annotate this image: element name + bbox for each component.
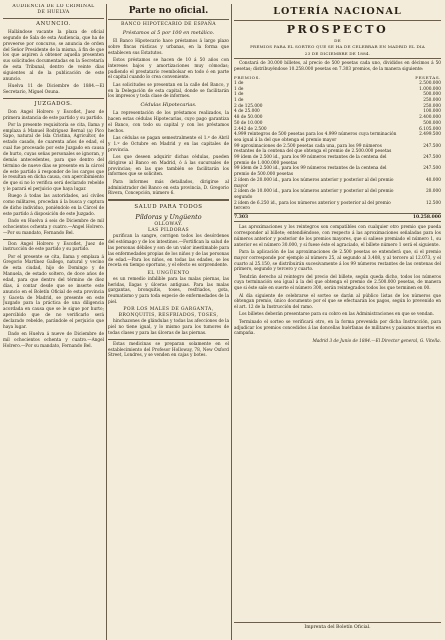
- bank-title: BANCO HIPOTECARIO DE ESPAÑA: [120, 22, 216, 27]
- court-paragraph: Dado en Huelva á nueve de Diciembre de mil ochocientos ochenta y cuatro.—Angel Holrero.—Por su mandato, Fernando Bel.: [3, 332, 104, 349]
- lottery-intro: Constará de 30.000 billetes, al precio de 500 pesetas cada uno, divididos en décimos á 50 pesetas; distribuyéndose 10.258.000 pesetas en 7.303 premios, de la manera siguiente:: [234, 61, 441, 73]
- prize-amount: 500.000: [423, 92, 441, 98]
- prize-description: 1 de: [234, 86, 244, 92]
- bank-paragraph: La representación de los préstamos realizados, la hacen estas cédulas Hipotecarias, cuyo pago garantiza el Banco, con todo su capital y con los préstamos hechos.: [108, 111, 229, 134]
- lottery-title: LOTERÍA NACIONAL: [273, 6, 402, 17]
- prize-amount: 100.000: [423, 109, 441, 115]
- prize-amount: 247.500: [423, 155, 441, 161]
- prize-amount: 40.000: [425, 177, 441, 183]
- column-unofficial: [108, 4, 229, 361]
- bank-loans-line: Préstamos al 5 por 100 en metálico.: [122, 30, 215, 36]
- ad-brand: OLLOWAY.: [154, 222, 183, 228]
- notice-signature: Huelva 11 de Diciembre de 1884.—El Secretario, Miguel Osuna.: [3, 83, 104, 95]
- bank-paragraph: Estos préstamos se hacen de 10 á 50 años con intereses bajos y amortizaciones muy cómodas; pudiendo el prestatario reembolsar en todo ó en parte el capital cuando lo crea conveniente.: [108, 57, 229, 81]
- lottery-paragraph: Los billetes deberán presentarse para su cobro en las Administraciones en que se vendan.: [239, 312, 434, 318]
- courts-title: JUZGADOS.: [34, 100, 73, 107]
- column-divider-right: [231, 4, 232, 640]
- notice-paragraph: Hallándose vacante la plaza de oficial segundo de Sala de esta Audiencia, que ha de proveerse por concurso, se anuncia de orden del Señor Presidente de la misma, á fin de que los que aspiren á obtener aquella presenten sus solicitudes documentadas en la Secretaría de esta Tribunal, dentro de veinte días siguientes al de la publicación de este anuncio.: [3, 30, 104, 82]
- prize-table-header: [234, 75, 441, 80]
- ad-paragraph: es un remedio infalible para las malas piernas, las heridas, llagas y úlceras antiguas. Para las malas gargantas, bronquitis, toses, resfriados, gota, reumatismo y para toda especie de enfermedades de la piel.: [108, 276, 229, 306]
- ad-title: SALUD PARA TODOS: [134, 204, 203, 211]
- prize-total-count: 7.303: [234, 215, 249, 221]
- prize-amount: 2.500.000: [419, 80, 441, 86]
- court-header: AUDIENCIA DE LO CRIMINAL: [12, 4, 95, 9]
- prize-description: 50 de 10.000: [234, 120, 263, 126]
- divider: [234, 20, 441, 21]
- court-paragraph: Por el presente se cita, llama y emplaza á Gregorio Martínez Gallego, natural y vecino de esta ciudad, hijo de Domingo y de Manuela, de estado soltero, de doce años de edad, para que dentro del término de diez días, á contar desde que se inserte este anuncio en el Boletín Oficial de esta provincia y Gaceta de Madrid, se presente en este Juzgado para la práctica de una diligencia acordada en causa que se le sigue por hurto; apercibido que de no verificarlo será declarado rebelde, parándole el perjuicio que haya lugar.: [3, 254, 104, 330]
- ad-subhead: EL UNGÜENTO: [147, 270, 190, 276]
- lottery-header-de: DE: [334, 38, 341, 43]
- prize-amount: 12.500: [425, 200, 441, 206]
- prize-amount: 2.499.500: [419, 132, 441, 138]
- lottery-paragraph: Para la aplicación de las aproximaciones de 2.500 pesetas se entenderá que, si el premio mayor corresponde por ejemplo al número 25, al segundo al 3.408, y al tercero al 12.073, y el cuarto al 25.150, se distribuirán sucesivamente á los 99 números restantes de las centenas del primero, segundo y tercero y cuarto.: [234, 249, 441, 273]
- prize-description: 99 ídem de 2.500 id., para los 99 números restantes de la centena del premio de 500.000 pesetas: [234, 166, 387, 178]
- prize-description: 4.999 reintegros de 500 pesetas para los 4.999 números cuya terminación sea igual á la del que obtenga el premio mayor: [234, 132, 397, 143]
- court-header-sub: DE HUELVA: [37, 10, 70, 15]
- unofficial-title: Parte no oficial.: [128, 6, 209, 16]
- prize-header-right: PESETAS.: [415, 74, 441, 80]
- divider: [108, 199, 229, 201]
- divider: [3, 18, 104, 19]
- prize-row: [234, 132, 441, 143]
- bank-paragraph: Las solicitudes se presentan en la calle del Banco, y en la Delegación de esta capital, donde se facilitarán los impresos y toda clase de informes.: [108, 82, 229, 100]
- divider: [108, 19, 229, 20]
- prize-amount: 247.500: [423, 143, 441, 149]
- prize-table-body: [234, 81, 441, 212]
- court-paragraph: Ruego á todas las autoridades, así civiles como militares, procedan á la busca y captura de dicho individuo, poniéndolo en la Cárcel de este partido á disposición de este Juzgado.: [3, 194, 104, 217]
- prize-amount: 6.105.000: [419, 126, 441, 132]
- bank-paragraph: El Banco Hipotecario hace préstamos á largo plazo sobre fincas rústicas y urbanas, en la forma que establecen sus Estatutos.: [108, 39, 229, 56]
- prize-amount: 250.000: [423, 98, 441, 104]
- prize-total-row: [234, 213, 441, 222]
- printer-footer: Imprenta del Boletín Oficial.: [234, 622, 441, 630]
- prize-table: [234, 81, 441, 212]
- prize-amount: 2.400.000: [419, 115, 441, 121]
- court-paragraph: Por la presente requisitoria se cita, llama y emplaza á Manuel Rodríguez Bernal (a) Pico Sapo, natural de Isla Cristina, Agricultor, de estado casado, de cuarenta años de edad, el cual fue procesado por este Juzgado en causa de hurto, cuyas señas personales se ignoran, y demás antecedentes, para que dentro del término de nueve días se presente en la cárcel de este partido á responder de los cargos que le resultan en dicha causa, con apercibimiento de que si no lo verifica será declarado rebelde y le parará el perjuicio que haya lugar.: [3, 122, 104, 193]
- prize-description: 2 de 125.000: [234, 103, 263, 109]
- prize-description: 2.442 de 2.500: [234, 126, 267, 132]
- prize-description: 2 ídem de 10.000 id., para los números anterior y posterior al del premio segundo: [234, 189, 394, 200]
- prize-amount: 250.000: [423, 103, 441, 109]
- prize-row: [234, 189, 441, 200]
- ad-product: Píldoras y Ungüento: [135, 213, 202, 222]
- prize-total-amount: 10.258.000: [412, 215, 441, 221]
- court-paragraph: Don Angel Holrero y Escofiet, Juez de instrucción de este partido y su partido.: [3, 241, 104, 253]
- court-paragraph: Don Angel Holrero y Escofiet, Juez de primera instancia de este partido y su partido.: [3, 109, 104, 121]
- prize-header-left: PREMIOS.: [234, 74, 261, 80]
- prize-row: [234, 144, 441, 155]
- lottery-signature: Madrid 3 de Junio de 1884.—El Director general, G. Vitella.: [312, 338, 441, 344]
- prize-description: 48 de 50.000: [234, 115, 263, 121]
- prize-row: [234, 166, 441, 177]
- divider: [108, 339, 229, 340]
- lottery-paragraph: Tendrán derecho al reintegro del precio del billete, según queda dicho, todos los números cuya terminación sea igual á la del que obtenga el premio de 2.500.000 pesetas, de manera que si éste sale en suerte el número 300, serán reintegrados todos los que terminen en 00.: [234, 274, 441, 292]
- prize-description: 1 de: [234, 98, 244, 104]
- prize-amount: 247.500: [423, 166, 441, 172]
- lottery-subtitle: PROSPECTO: [286, 23, 389, 36]
- bank-cedulas-title: Cédulas Hipotecarias.: [140, 102, 197, 109]
- bank-paragraph: Las cédulas se pagan semestralmente el 1.º de Abril y 1.º de Octubre en Madrid y en las capitales de provincia.: [108, 135, 229, 153]
- prize-amount: 500.000: [423, 120, 441, 126]
- prize-amount: 1.000.000: [419, 86, 441, 92]
- prize-row: [234, 178, 441, 189]
- court-paragraph: Dado en Huelva á seis de Diciembre de mil ochocientos ochenta y cuatro.—Angel Holrero.—Por su mandato, Fernando Bel.: [3, 219, 104, 236]
- prize-description: 1 de: [234, 92, 244, 98]
- bank-paragraph: Los que deseen adquirir dichas cédulas, pueden dirigirse al Banco en Madrid, ó á las sucursales de provincias; en las que también se facilitarán los informes que se soliciten.: [108, 154, 229, 178]
- prize-description: 4 de 25.000: [234, 109, 260, 115]
- ad-paragraph: purifican la sangre, corrigen todos los desórdenes del estómago y de los intestinos.—Fortifican la salud de las personas débiles y son de un valor inestimable para las enfermedades propias de los niños y de las personas de edad.—Para los niños, en todas las edades, se les receta en tiempo oportuno, y el efecto es sorprendente.: [108, 234, 229, 269]
- ad-subhead: POR LOS MALES DE GARGANTA, BRONQUITIS, RESFRIADOS, TOSES,: [118, 307, 219, 319]
- prize-amount: 20.000: [425, 189, 441, 195]
- ad-footer: Estas medicinas se preparan solamente en el establecimiento del Profesor Holloway, 78, New Oxford Street, Londres, y se venden en cajas y botes.: [108, 341, 229, 359]
- notice-title: ANUNCIO.: [36, 21, 71, 27]
- ad-paragraph: hinchazones de glándulas y todas las afecciones de la piel no tiene igual, y lo mismo para los tumores de todas clases y para las úlceras de las piernas.: [108, 319, 229, 336]
- prize-description: 2 ídem de 6.250 id., para los números anterior y posterior al del premio tercero: [234, 200, 391, 212]
- bank-paragraph: Para informes más detallados, dirigirse al administrador del Banco en esta provincia, D. Gregorio Rivera, Concepción, número 6.: [108, 179, 229, 197]
- prize-description: 99 ídem de 2.500 id., para los 99 números restantes de la centena del premio de 1.000.000 pesetas: [234, 155, 387, 166]
- prize-description: 99 aproximaciones de 2.500 pesetas cada una, para los 99 números restantes de la centena del que obtenga el premio de 2.500.000 pesetas: [234, 143, 392, 155]
- lottery-header-line: PREMIOS PARA EL SORTEO QUE SE HA DE CELEBRAR EN MADRID EL DIA: [250, 44, 425, 50]
- divider: [234, 58, 441, 59]
- ad-subhead: LAS PILDORAS: [147, 228, 190, 234]
- column-court-notices: [3, 4, 104, 351]
- divider: [3, 239, 104, 240]
- column-lottery: [234, 4, 441, 346]
- divider: [3, 98, 104, 99]
- prize-description: 2 ídem de 20.000 id., para los números anterior y posterior al del premio mayor: [234, 177, 394, 189]
- lottery-paragraph: Terminado el sorteo se verificará otro, en la forma prevenida por dicha Instrucción, para adjudicar los premios concedidos á las doncellas huérfanas de militares y paisanos muertos en campaña.: [234, 319, 441, 337]
- prize-row: [234, 155, 441, 166]
- prize-row: [234, 201, 441, 212]
- prize-description: 1 de: [234, 80, 244, 86]
- lottery-paragraph: Las aproximaciones y los reintegros son compatibles con cualquier otro premio que pueda corresponder al billete; entendiéndose, con respecto á las aproximaciones señaladas para los números anterior y posterior de los premios mayores, que si saliese premiado el número 1, su anterior es el número 30.000, y si fuese éste el agraciado, el billete número 1 será el siguiente.: [234, 225, 441, 248]
- column-divider-left: [106, 4, 107, 640]
- lottery-paragraph: Al día siguiente de celebrarse el sorteo se darán al público listas de los números que obtengan premio, único documento por el que se efectuarán los pagos, según lo prevenido en el art. 12 de la Instrucción del ramo.: [234, 293, 441, 311]
- lottery-header-date: 23 DE DICIEMBRE DE 1884.: [304, 50, 371, 56]
